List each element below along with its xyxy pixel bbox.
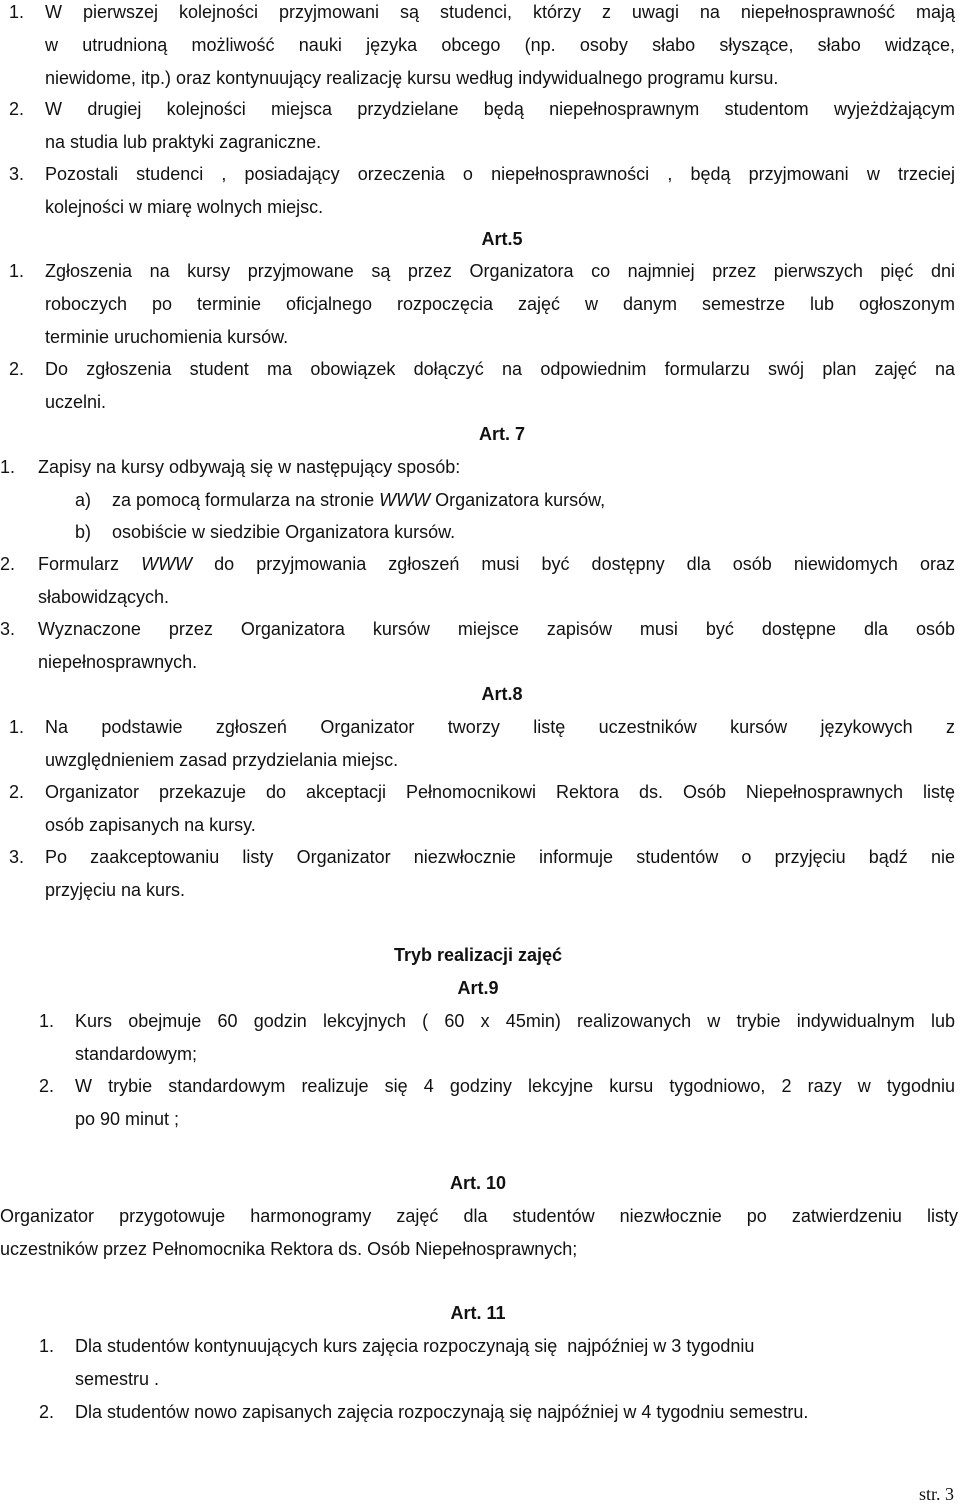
www-term: WWW <box>141 554 193 574</box>
list-item <box>39 1070 955 1136</box>
list-item <box>9 841 955 907</box>
paragraph <box>0 1200 958 1266</box>
text-line: standardowym; <box>75 1044 198 1064</box>
item-number: 1. <box>39 1336 55 1356</box>
text-segment: Formularz <box>38 554 142 574</box>
item-number: 2. <box>39 1076 55 1096</box>
text-line: Dla studentów kontynuujących kurs zajęcia rozpoczynają się najpóźniej w 3 tygodniu <box>75 1336 755 1356</box>
text-line: uczelni. <box>45 392 107 412</box>
section-heading: Tryb realizacji zajęć <box>393 945 563 965</box>
sub-item <box>75 484 606 517</box>
sub-item-label: a) <box>75 490 92 510</box>
text-line: terminie uruchomienia kursów. <box>45 327 289 347</box>
list-item <box>9 0 955 29</box>
text-line: osób zapisanych na kursy. <box>45 815 256 835</box>
item-number: 1. <box>0 457 16 477</box>
text-line: Wyznaczone przez Organizatora kursów miejsce zapisów musi być dostępne dla osób <box>38 619 955 639</box>
list-item <box>9 353 955 419</box>
text-line: Po zaakceptowaniu listy Organizator niezwłocznie informuje studentów o przyjęciu bądź nie <box>45 847 955 867</box>
list-item <box>39 1005 955 1071</box>
item-number: 2. <box>9 782 25 802</box>
item-number: 1. <box>9 2 25 22</box>
text-line: semestru . <box>75 1369 160 1389</box>
article-heading: Art.8 <box>481 684 523 704</box>
list-item-cont <box>45 29 955 95</box>
list-item <box>9 93 955 159</box>
text-line: Kurs obejmuje 60 godzin lekcyjnych ( 60 x 45min) realizowanych w trybie indywidualnym lub <box>75 1011 955 1031</box>
item-number: 3. <box>0 619 16 639</box>
text-line: uwzględnieniem zasad przydzielania miejsc. <box>45 750 399 770</box>
text-line: Na podstawie zgłoszeń Organizator tworzy listę uczestników kursów językowych z <box>45 717 955 737</box>
text-line: Zapisy na kursy odbywają się w następujący sposób: <box>38 457 461 477</box>
text-line: niepełnosprawnych. <box>38 652 198 672</box>
text-line: niewidome, itp.) oraz kontynuujący realizację kursu według indywidualnego programu kursu. <box>45 68 779 88</box>
text-line: przyjęciu na kurs. <box>45 880 186 900</box>
text-line: na studia lub praktyki zagraniczne. <box>45 132 322 152</box>
text-line <box>38 548 955 581</box>
list-item <box>9 711 955 777</box>
page-number: str. 3 <box>918 1484 954 1504</box>
item-number: 1. <box>39 1011 55 1031</box>
www-term: WWW <box>379 490 431 510</box>
list-item <box>0 548 955 614</box>
item-number: 1. <box>9 261 25 281</box>
article-heading: Art. 11 <box>450 1303 506 1323</box>
item-number: 2. <box>9 99 25 119</box>
item-number: 2. <box>0 554 16 574</box>
text-line: Organizator przygotowuje harmonogramy zajęć dla studentów niezwłocznie po zatwierdzeniu listy <box>0 1206 958 1226</box>
item-number: 3. <box>9 847 25 867</box>
text-line: W pierwszej kolejności przyjmowani są studenci, którzy z uwagi na niepełnosprawność mają <box>45 2 955 22</box>
text-line: Organizator przekazuje do akceptacji Pełnomocnikowi Rektora ds. Osób Niepełnosprawnych listę <box>45 782 955 802</box>
list-item <box>39 1396 955 1429</box>
text-segment: osobiście w siedzibie Organizatora kursów. <box>112 522 456 542</box>
text-line: W drugiej kolejności miejsca przydzielane będą niepełnosprawnym studentom wyjeżdżającym <box>45 99 955 119</box>
sub-item <box>75 516 456 549</box>
text-line: Zgłoszenia na kursy przyjmowane są przez Organizatora co najmniej przez pierwszych pięć dni <box>45 261 955 281</box>
list-item <box>39 1330 895 1396</box>
text-line: kolejności w miarę wolnych miejsc. <box>45 197 324 217</box>
article-heading: Art. 7 <box>478 424 525 444</box>
text-segment: do przyjmowania zgłoszeń musi być dostępny dla osób niewidomych oraz <box>192 554 955 574</box>
article-heading: Art.5 <box>481 229 523 249</box>
text-line: po 90 minut ; <box>75 1109 180 1129</box>
text-segment: Organizatora kursów, <box>430 490 606 510</box>
text-line: Pozostali studenci , posiadający orzeczenia o niepełnosprawności , będą przyjmowani w trzeciej <box>45 164 955 184</box>
text-line: roboczych po terminie oficjalnego rozpoczęcia zajęć w danym semestrze lub ogłoszonym <box>45 294 955 314</box>
sub-item-label: b) <box>75 522 92 542</box>
list-item <box>9 158 955 224</box>
list-item <box>9 776 955 842</box>
text-line: w utrudnioną możliwość nauki języka obcego (np. osoby słabo słyszące, słabo widzące, <box>45 35 955 55</box>
article-heading: Art. 10 <box>449 1173 507 1193</box>
text-line: Do zgłoszenia student ma obowiązek dołączyć na odpowiednim formularzu swój plan zajęć na <box>45 359 955 379</box>
list-item <box>0 451 955 484</box>
list-item <box>9 255 955 354</box>
item-number: 3. <box>9 164 25 184</box>
text-line: Dla studentów nowo zapisanych zajęcia rozpoczynają się najpóźniej w 4 tygodniu semestru. <box>75 1402 809 1422</box>
item-number: 1. <box>9 717 25 737</box>
item-number: 2. <box>39 1402 55 1422</box>
article-heading: Art.9 <box>457 978 499 998</box>
text-line: W trybie standardowym realizuje się 4 godziny lekcyjne kursu tygodniowo, 2 razy w tygodniu <box>75 1076 955 1096</box>
list-item <box>0 613 955 679</box>
text-line: uczestników przez Pełnomocnika Rektora ds. Osób Niepełnosprawnych; <box>0 1239 578 1259</box>
item-number: 2. <box>9 359 25 379</box>
text-line: słabowidzących. <box>38 587 170 607</box>
text-segment: za pomocą formularza na stronie <box>112 490 380 510</box>
